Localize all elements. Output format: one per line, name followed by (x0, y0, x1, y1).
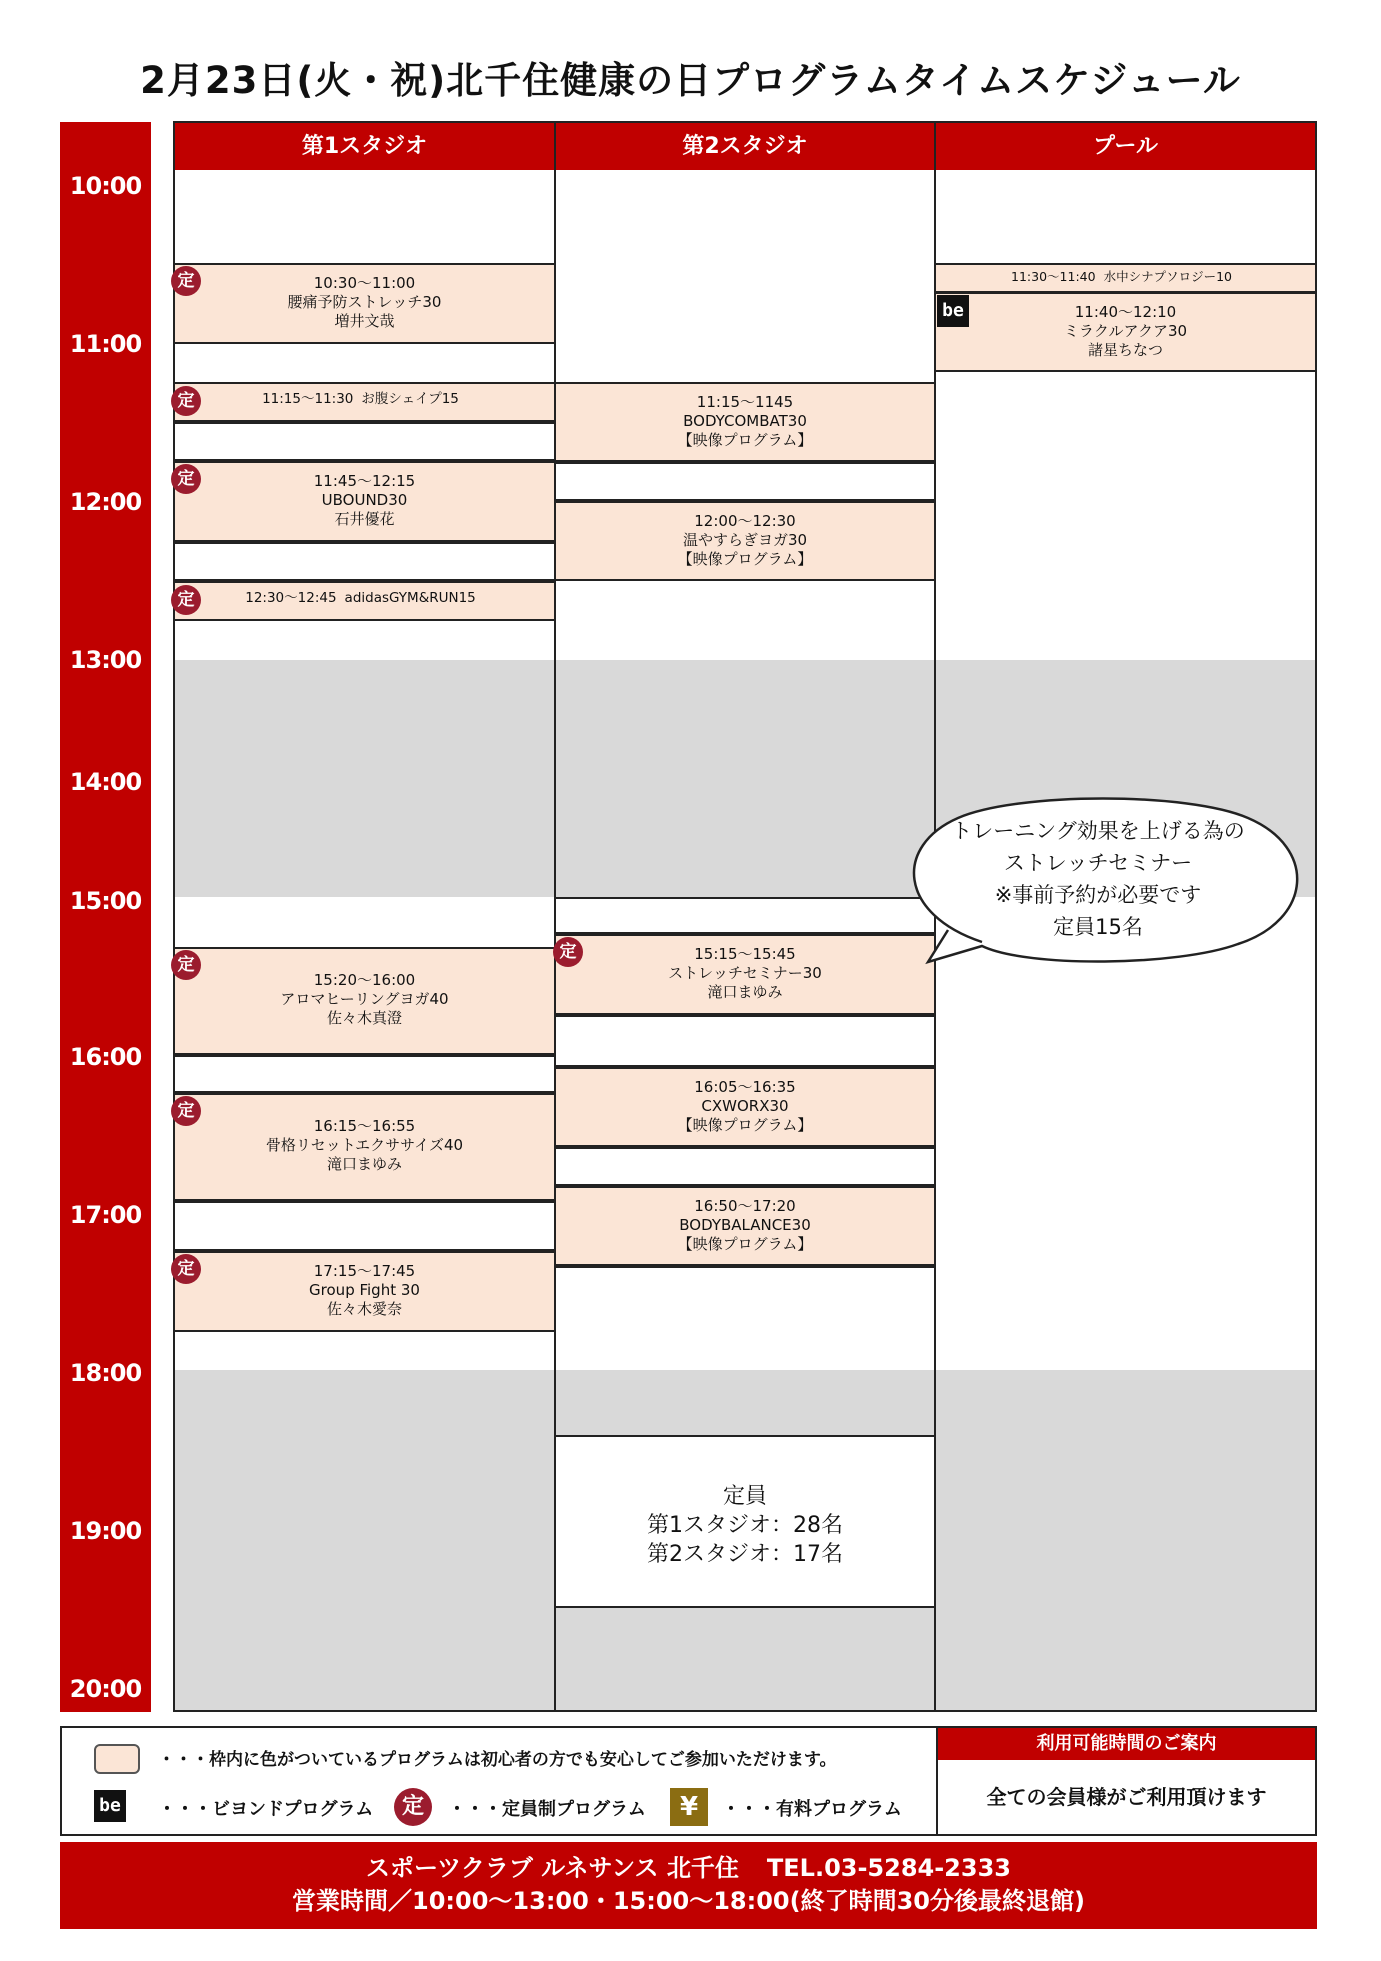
legend-color-note: ・・・枠内に色がついているプログラムは初心者の方でも安心してご参加いただけます。 (158, 1750, 837, 1770)
empty-slot (556, 1147, 934, 1186)
callout-line: ※事前予約が必要です (994, 883, 1202, 907)
teiin-icon: 定 (171, 1254, 201, 1284)
club-tel: TEL.03-5284-2333 (766, 1854, 1011, 1882)
teiin-icon: 定 (553, 937, 583, 967)
usage-text: 全ての会員様がご利用頂けます (986, 1785, 1267, 1809)
empty-slot (556, 1015, 934, 1067)
yen-icon: ¥ (670, 1788, 708, 1826)
program-time: 12:00～12:30 (694, 512, 796, 530)
program-time: 15:15～15:45 (694, 945, 796, 963)
program-time: 11:45～12:15 (313, 472, 416, 490)
teiin-icon: 定 (394, 1788, 432, 1826)
empty-slot (175, 542, 554, 581)
program-name: アロマヒーリングヨガ40 (280, 990, 449, 1008)
program-name: 温やすらぎヨガ30 (682, 531, 808, 549)
capacity-info (556, 1435, 934, 1608)
teiin-icon: 定 (171, 464, 201, 494)
program-time: 12:30～12:45 (245, 590, 337, 606)
program-block[interactable] (175, 581, 554, 621)
time-label: 16:00 (69, 1043, 142, 1071)
time-axis (60, 122, 151, 1712)
program-block[interactable] (556, 1067, 934, 1147)
empty-slot (175, 422, 554, 461)
usage-title: 利用可能時間のご案内 (938, 1728, 1315, 1760)
program-block[interactable] (556, 1186, 934, 1266)
program-time: 16:50～17:20 (694, 1197, 796, 1215)
time-label: 17:00 (69, 1201, 142, 1229)
time-label: 12:00 (69, 488, 142, 516)
legend-beyond: ・・・ビヨンドプログラム (158, 1799, 374, 1820)
capacity-studio2: 第2スタジオ：17名 (647, 1542, 843, 1567)
program-instructor: 増井文哉 (334, 312, 395, 330)
empty-slot (556, 1266, 934, 1370)
legend-paid: ・・・有料プログラム (722, 1799, 902, 1820)
program-block[interactable] (175, 1093, 554, 1201)
program-instructor: 佐々木真澄 (326, 1009, 402, 1027)
program-block[interactable] (175, 382, 554, 422)
time-label: 13:00 (69, 646, 142, 674)
column-header-pool: プール (936, 123, 1315, 170)
teiin-icon: 定 (171, 1096, 201, 1126)
program-time: 15:20～16:00 (313, 971, 416, 989)
business-hours: 営業時間／10:00～13:00・15:00～18:00(終了時間30分後最終退館) (292, 1887, 1085, 1915)
program-name: 水中シナプソロジー10 (1103, 269, 1232, 284)
legend-teiin: ・・・定員制プログラム (448, 1799, 646, 1820)
program-block[interactable] (175, 1251, 554, 1332)
program-note: 【映像プログラム】 (677, 1235, 813, 1253)
beyond-icon: be (937, 295, 969, 327)
program-time: 11:15～1145 (696, 393, 794, 411)
program-time: 17:15～17:45 (313, 1262, 416, 1280)
program-block[interactable] (556, 382, 934, 462)
program-name: 腰痛予防ストレッチ30 (287, 293, 442, 311)
footer (60, 1842, 1317, 1929)
program-name: お腹シェイプ15 (361, 391, 459, 407)
callout-line: ストレッチセミナー (1003, 851, 1193, 875)
empty-slot (556, 897, 934, 934)
program-instructor: 諸星ちなつ (1087, 341, 1163, 359)
program-block[interactable] (556, 934, 934, 1015)
program-instructor: 佐々木愛奈 (326, 1300, 402, 1318)
program-name: CXWORX30 (701, 1097, 789, 1115)
column-header-studio2: 第2スタジオ (556, 123, 934, 170)
empty-slot (175, 1201, 554, 1251)
callout-line: トレーニング効果を上げる為の (951, 819, 1245, 843)
empty-slot (175, 1055, 554, 1093)
program-time: 16:05～16:35 (694, 1078, 796, 1096)
program-note: 【映像プログラム】 (677, 1116, 813, 1134)
program-instructor: 滝口まゆみ (707, 983, 783, 1001)
program-name: 骨格リセットエクササイズ40 (265, 1136, 464, 1154)
program-time: 11:30～11:40 (1011, 269, 1096, 284)
program-block[interactable] (175, 263, 554, 344)
beginner-swatch (94, 1744, 140, 1774)
program-name: ストレッチセミナー30 (668, 964, 822, 982)
time-label: 20:00 (69, 1675, 142, 1703)
program-name: BODYBALANCE30 (679, 1216, 811, 1234)
time-label: 11:00 (69, 330, 142, 358)
teiin-icon: 定 (171, 950, 201, 980)
program-block[interactable] (175, 947, 554, 1055)
program-block[interactable] (556, 501, 934, 581)
program-name: BODYCOMBAT30 (683, 412, 807, 430)
page-title: 2月23日(火・祝)北千住健康の日プログラムタイムスケジュール (140, 59, 1241, 102)
time-label: 15:00 (69, 887, 142, 915)
capacity-studio1: 第1スタジオ：28名 (647, 1513, 843, 1538)
program-block[interactable] (936, 293, 1315, 372)
beyond-icon: be (94, 1790, 126, 1822)
club-name: スポーツクラブ ルネサンス 北千住 (366, 1854, 739, 1882)
program-time: 16:15～16:55 (313, 1117, 416, 1135)
capacity-title: 定員 (722, 1484, 767, 1509)
program-instructor: 滝口まゆみ (326, 1155, 402, 1173)
program-name: ミラクルアクア30 (1063, 322, 1188, 340)
time-label: 18:00 (69, 1359, 142, 1387)
legend (60, 1726, 1317, 1836)
program-time: 11:15～11:30 (262, 391, 354, 407)
empty-slot (556, 462, 934, 501)
program-note: 【映像プログラム】 (677, 431, 813, 449)
program-block[interactable] (936, 263, 1315, 293)
callout-line: 定員15名 (1053, 915, 1143, 939)
time-label: 19:00 (69, 1517, 142, 1545)
program-time: 11:40～12:10 (1074, 303, 1177, 321)
time-label: 10:00 (69, 172, 142, 200)
teiin-icon: 定 (171, 585, 201, 615)
teiin-icon: 定 (171, 386, 201, 416)
program-name: adidasGYM&RUN15 (344, 590, 476, 606)
program-block[interactable] (175, 461, 554, 542)
teiin-icon: 定 (171, 266, 201, 296)
time-label: 14:00 (69, 768, 142, 796)
program-name: UBOUND30 (321, 491, 408, 509)
program-time: 10:30～11:00 (313, 274, 416, 292)
program-name: Group Fight 30 (309, 1281, 420, 1299)
column-header-studio1: 第1スタジオ (175, 123, 554, 170)
callout-text (900, 815, 1296, 943)
program-instructor: 石井優花 (334, 510, 395, 528)
program-note: 【映像プログラム】 (677, 550, 813, 568)
